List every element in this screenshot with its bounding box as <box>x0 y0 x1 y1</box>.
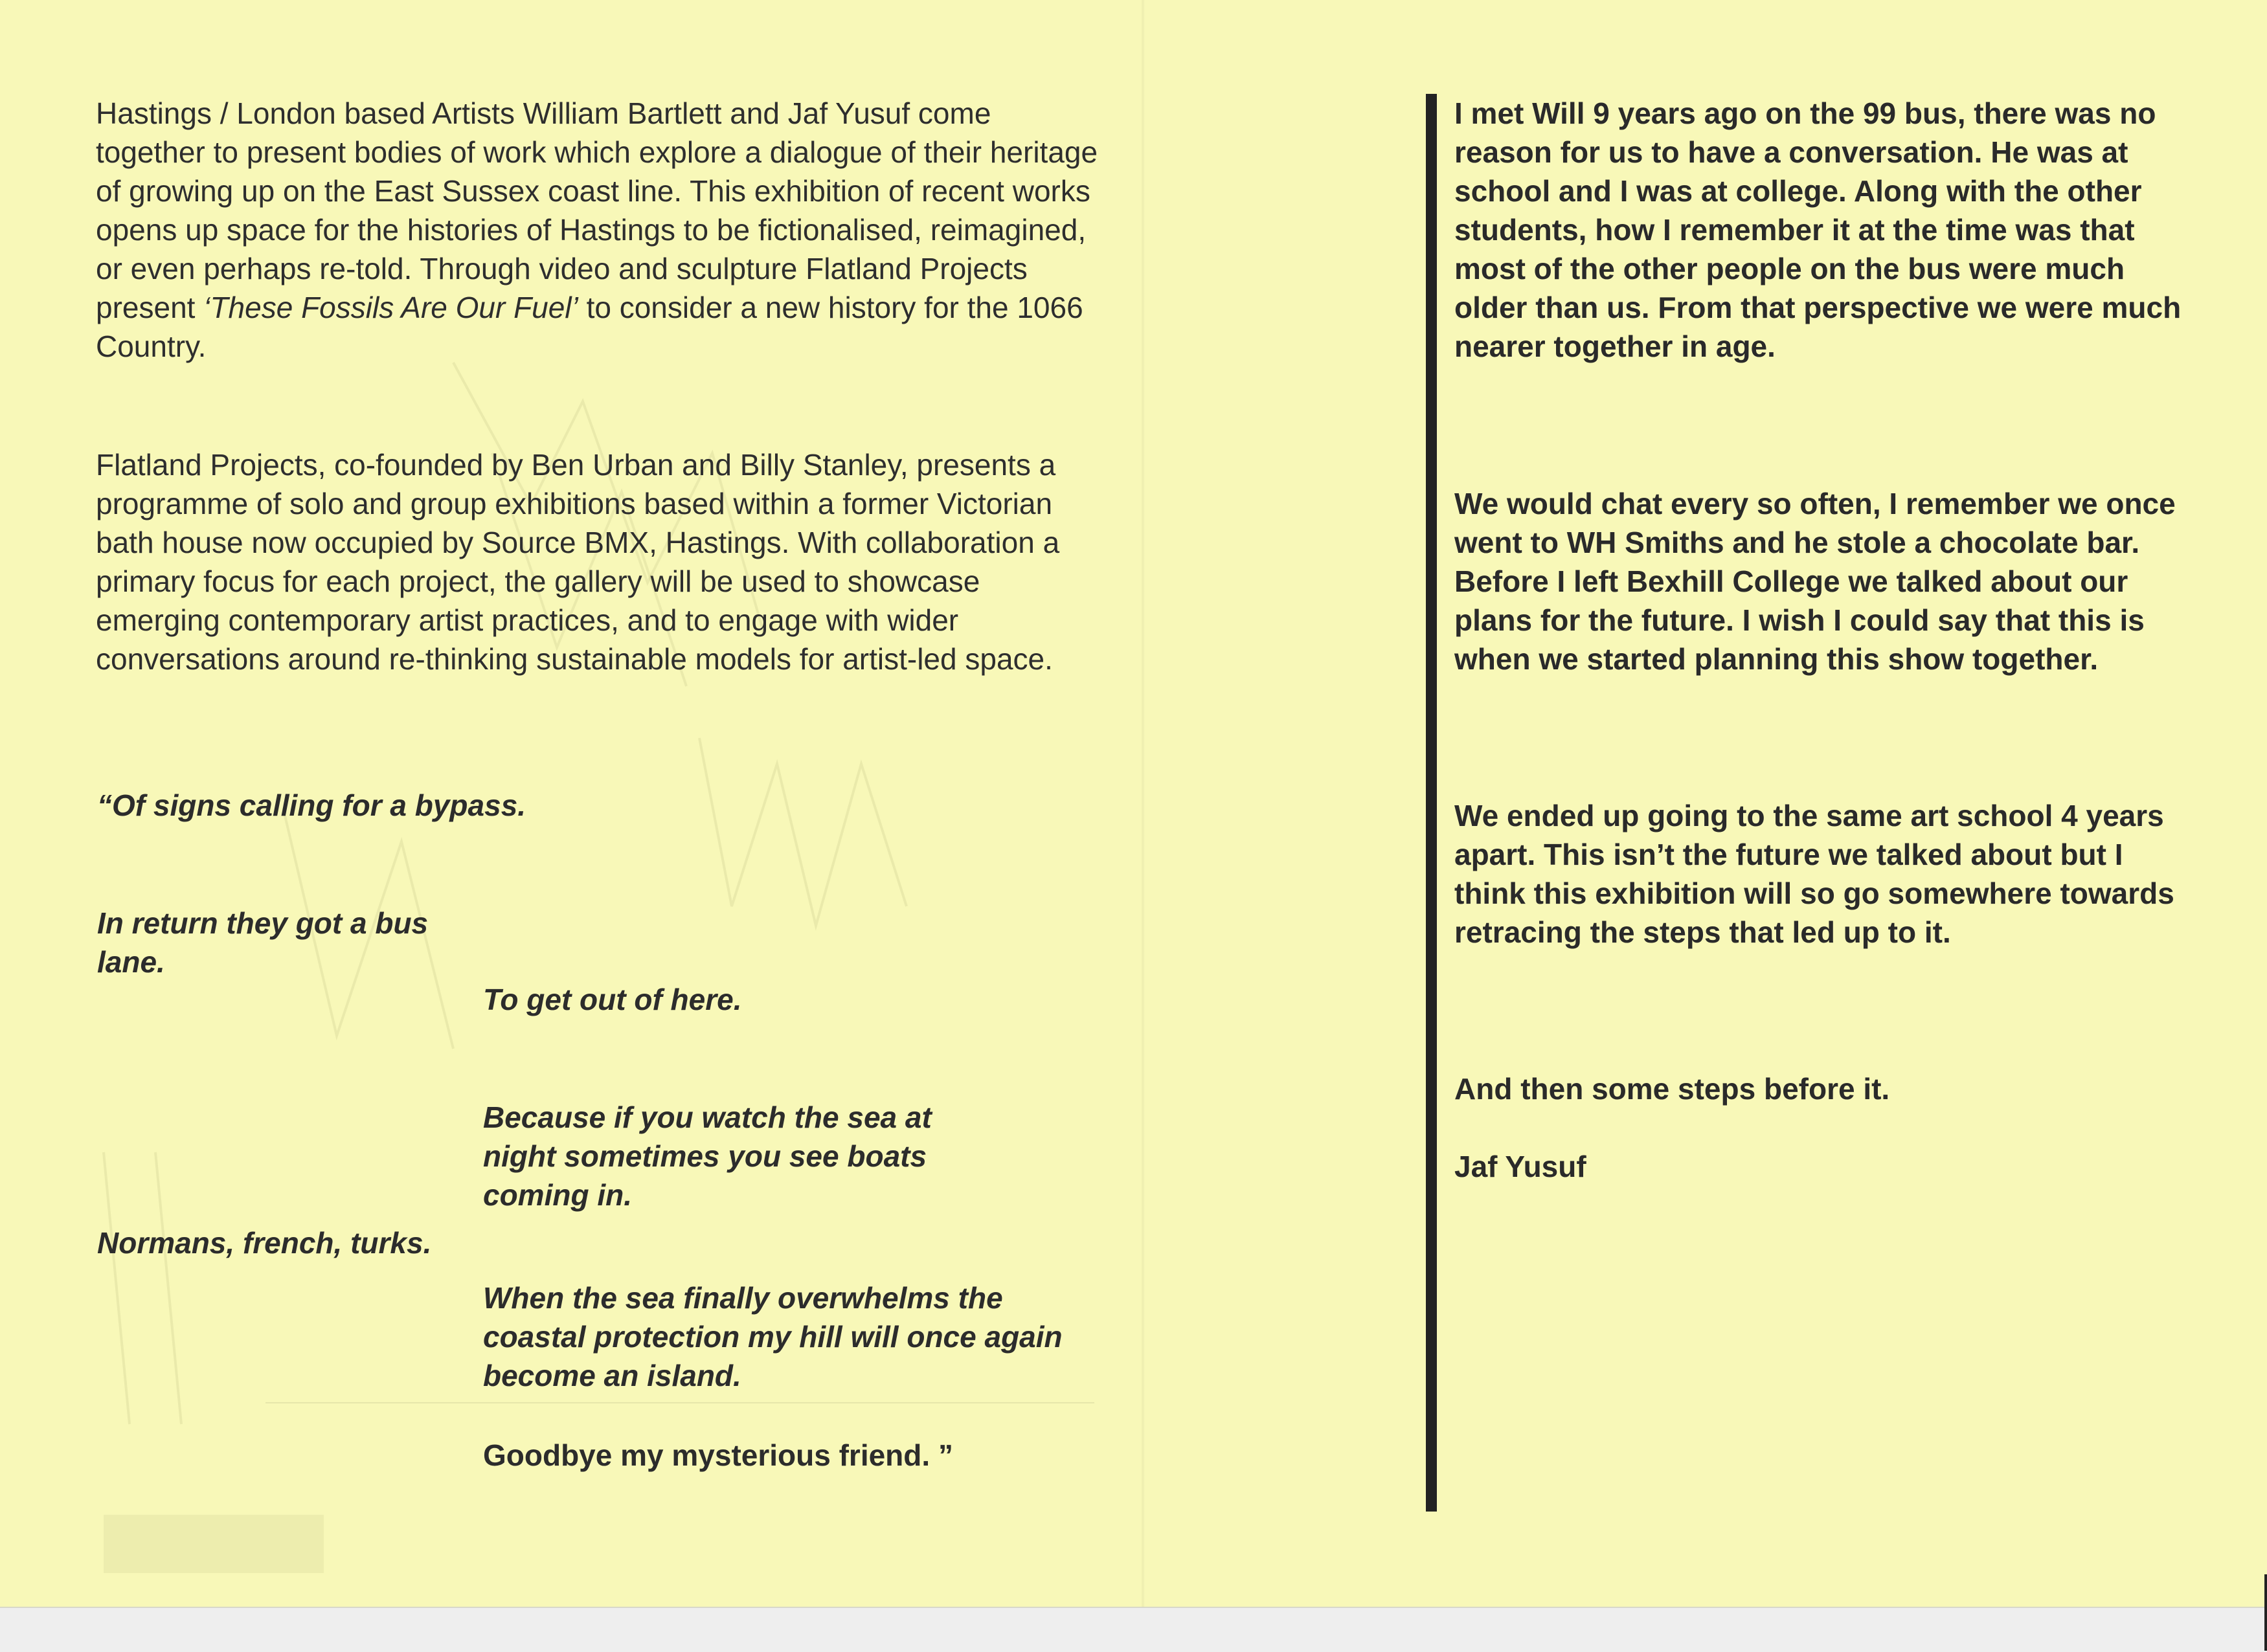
flatland-paragraph: Flatland Projects, co-founded by Ben Urban and Billy Stanley, presents a programme of solo and group exhibitions based within a former Victorian bath house now occupied by Source BMX, Hastings. With collaboration a primary focus for each project, the gallery will be used to showcase emerging contemporary artist practices, and to engage with wider conversations around re-thinking sustainable models for artist-led space. <box>96 448 1060 676</box>
story-paragraph: We ended up going to the same art school 4 years apart. This isn’t the future we talked about but I think this exhibition will so go somewhere towards retracing the steps that led up to it. <box>1454 799 2174 949</box>
fold-crease <box>1141 0 1145 1607</box>
scanner-background <box>0 1607 2267 1652</box>
poem-line: When the sea finally overwhelms the coastal protection my hill will once again become an island. <box>483 1281 1063 1392</box>
poem-line: In return they got a bus lane. <box>97 906 429 979</box>
poem-line: To get out of here. <box>483 983 742 1016</box>
edge-mark <box>2264 1574 2267 1651</box>
intro-text-end: to consider a new history for the 1066 Country. <box>96 291 1083 363</box>
poem-line: “Of signs calling for a bypass. <box>97 788 526 822</box>
intro-text: Hastings / London based Artists William Bartlett and Jaf Yusuf come together to present bodies of work which explore a dialogue of their heritage of growing up on the East Sussex coast line. This exhibition of recent works opens up space for the histories of Hastings to be fictionalised, reimagined, or even perhaps re-told. Through video and sculpture Flatland Projects present <box>96 96 1098 324</box>
story-paragraph: And then some steps before it. <box>1454 1072 1890 1106</box>
exhibition-title: ‘These Fossils Are Our Fuel’ <box>203 291 578 324</box>
story-paragraph: We would chat every so often, I remember we once went to WH Smiths and he stole a chocolate bar. Before I left Bexhill College we talked about our plans for the future. I wish I could say that this is when we started planning this show together. <box>1454 487 2176 676</box>
poem-line: Because if you watch the sea at night sometimes you see boats coming in. <box>483 1100 932 1212</box>
intro-paragraph <box>96 94 1106 366</box>
vertical-bar <box>1426 94 1437 1512</box>
poem-line: Normans, french, turks. <box>97 1226 432 1260</box>
signature: Jaf Yusuf <box>1454 1150 1586 1183</box>
poem-closing-line: Goodbye my mysterious friend. ” <box>483 1438 953 1472</box>
story-paragraph: I met Will 9 years ago on the 99 bus, there was no reason for us to have a conversation. He was at school and I was at college. Along with the other students, how I remember it at the time was that most of the other people on the bus were much older than us. From that perspective we were much nearer together in age. <box>1454 96 2182 363</box>
divider-line <box>265 1402 1094 1403</box>
